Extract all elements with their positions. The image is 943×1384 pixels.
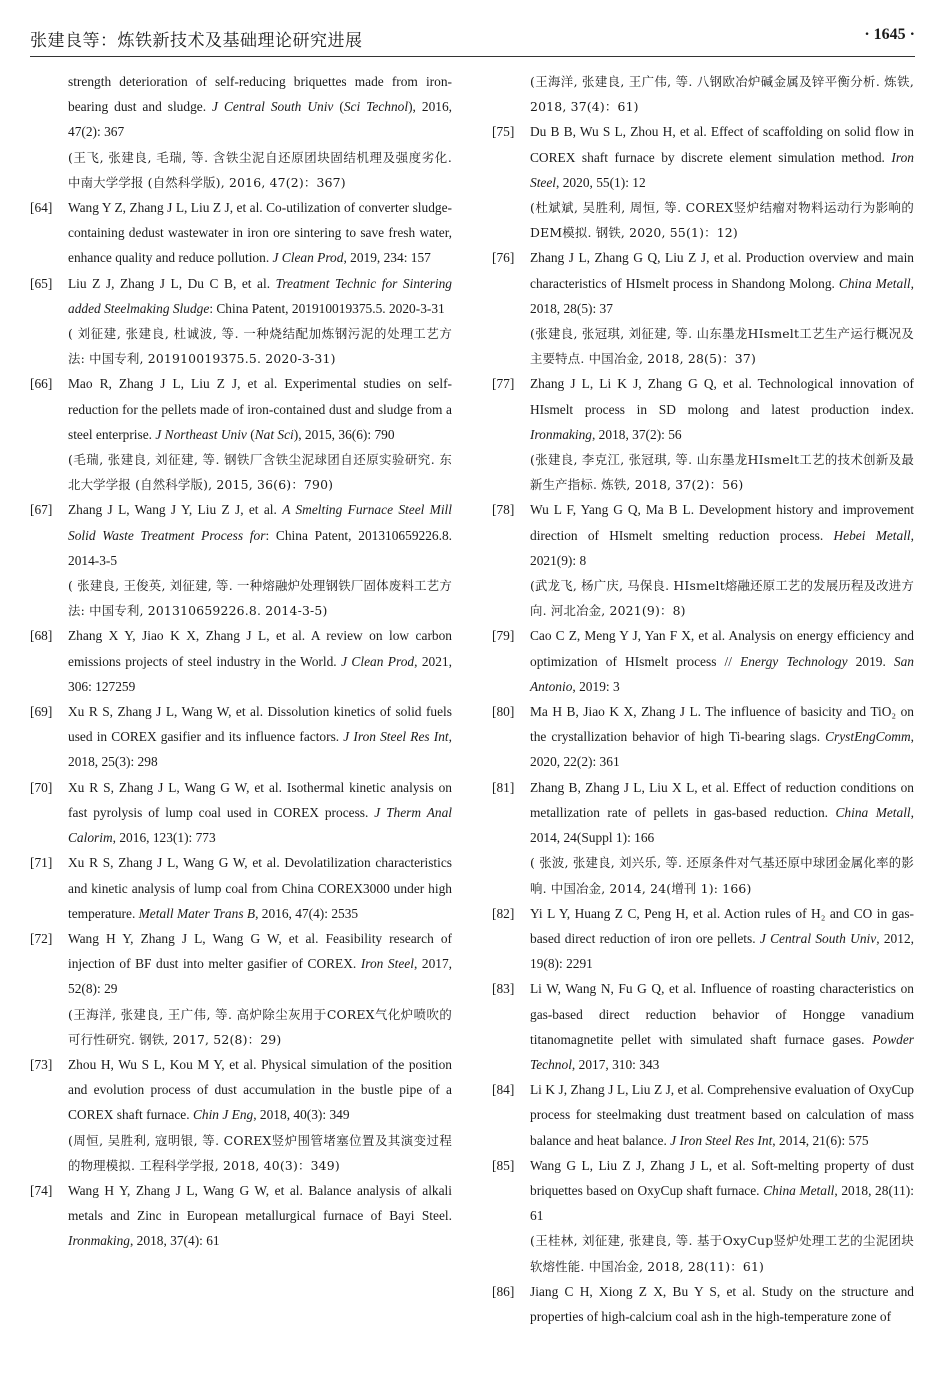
citation-segment: Zhang J L, Wang J Y, Liu Z J, et al. [68,502,283,518]
citation-segment: , 2012, 19(8): 2291 [530,930,914,972]
reference-entry [492,119,914,245]
reference-entry [30,69,452,195]
page-number: · 1645 · [864,26,915,43]
citation-segment: Wang G L, Liu Z J, Zhang J L, et al. Soft-melting property of dust briquettes based on OxyCup shaft furnace. [530,1157,914,1198]
reference-number: [72] [30,930,53,946]
reference-citation-en [530,1077,914,1153]
reference-citation-zh: (张建良, 张冠琪, 刘征建, 等. 山东墨龙HIsmelt工艺生产运行概况及主要特点. 中国冶金, 2018, 28(5)：37) [530,326,914,367]
citation-segment: ( [246,426,255,442]
citation-segment: Wang Y Z, Zhang J L, Liu Z J, et al. Co-utilization of converter sludge-containing dedust wastewater in iron ore sintering to save fresh water, enhance quality and reduce pollution. [68,200,452,266]
citation-italic-segment: Ironmaking [68,1233,130,1249]
reference-citation-en [530,497,914,573]
citation-italic-segment: Sci Technol [343,99,409,115]
reference-entry [492,901,914,977]
reference-citation-zh: ( 刘征建, 张建良, 杜诚波, 等. 一种烧结配加炼钢污泥的处理工艺方法: 中国专利, 201910019375.5. 2020-3-31) [68,326,452,367]
citation-segment: , 2020, 22(2): 361 [530,729,914,770]
reference-citation-en [530,1279,914,1329]
reference-citation-zh: (王飞, 张建良, 毛瑞, 等. 含铁尘泥自还原团块固结机理及强度劣化. 中南大学学报 (自然科学版), 2016, 47(2)：367) [68,149,452,190]
reference-entry [492,623,914,699]
reference-citation-zh: (武龙飞, 杨广庆, 马保良. HIsmelt熔融还原工艺的发展历程及改进方向. 河北冶金, 2021(9)：8) [530,578,914,619]
reference-citation-en [68,850,452,926]
citation-italic-segment: China Metall [763,1182,835,1198]
reference-citation-zh: ( 张建良, 王俊英, 刘征建, 等. 一种熔融炉处理钢铁厂固体废料工艺方法: 中国专利, 201310659226.8. 2014-3-5) [68,578,452,619]
reference-citation-en [530,119,914,195]
citation-italic-segment: Treatment Technic for Sintering added Steelmaking Sludge [68,275,452,316]
reference-citation-en [68,371,452,447]
reference-entry [492,699,914,775]
reference-number: [65] [30,275,53,291]
citation-italic-segment: J Northeast Univ [155,426,247,442]
reference-entry [30,623,452,699]
citation-italic-segment: China Metall [838,275,911,291]
reference-number: [70] [30,779,53,795]
header-divider [30,56,915,57]
citation-segment: , 2018, 37(4): 61 [129,1233,220,1249]
citation-italic-segment: Iron Steel [360,956,414,972]
reference-citation-zh: (王海洋, 张建良, 王广伟, 等. 高炉除尘灰用于COREX气化炉喷吹的可行性研究. 钢铁, 2017, 52(8)：29) [68,1006,452,1047]
citation-italic-segment: Nat Sci [254,426,294,442]
running-title: 张建良等：炼铁新技术及基础理论研究进展 [30,31,363,51]
reference-entry [30,775,452,851]
citation-segment: Cao C Z, Meng Y J, Yan F X, et al. Analysis on energy efficiency and optimization of HIsmelt process // [530,628,914,669]
reference-number: [84] [492,1082,515,1098]
citation-segment: Wu L F, Yang G Q, Ma B L. Development history and improvement direction of HIsmelt smelting reduction process. [530,502,914,543]
citation-segment: Zhang X Y, Jiao K X, Zhang J L, et al. A review on low carbon emissions projects of steel industry in the World. [68,628,452,669]
reference-entry [30,850,452,926]
citation-segment: Zhang J L, Zhang G Q, Liu Z J, et al. Production overview and main characteristics of HIsmelt process in Shandong Molong. [530,250,914,291]
citation-italic-segment: Chin J Eng [192,1107,254,1123]
citation-segment: , 2018, 25(3): 298 [68,729,452,770]
reference-citation-zh: (张建良, 李克江, 张冠琪, 等. 山东墨龙HIsmelt工艺的技术创新及最新生产指标. 炼铁, 2018, 37(2)：56) [530,452,914,493]
citation-italic-segment: A Smelting Furnace Steel Mill Solid Waste Treatment Process for [68,502,453,543]
citation-segment: , 2016, 47(4): 2535 [255,905,359,921]
reference-number: [75] [492,124,515,140]
reference-citation-en [530,245,914,321]
citation-segment: , 2017, 310: 343 [571,1056,660,1072]
reference-number: [73] [30,1056,53,1072]
reference-entry [492,69,914,119]
reference-number: [78] [492,502,515,518]
citation-italic-segment: Metall Mater Trans B [138,905,256,921]
citation-segment: strength deterioration of self-reducing briquettes made from iron-bearing dust and sludge. [68,74,452,115]
reference-entry [30,371,452,497]
citation-segment: ), 2016, 47(2): 367 [68,99,453,140]
page-header [30,20,915,56]
reference-citation-zh: (王海洋, 张建良, 王广伟, 等. 八钢欧冶炉碱金属及锌平衡分析. 炼铁, 2018, 37(4)：61) [530,74,914,115]
reference-number: [71] [30,855,53,871]
reference-entry [492,976,914,1077]
reference-number: [69] [30,704,53,720]
reference-citation-en [68,699,452,775]
citation-segment: Xu R S, Zhang J L, Wang G W, et al. Devolatilization characteristics and kinetic analysis of lump coal from China COREX3000 under high temperature. [68,855,452,921]
reference-number: [68] [30,628,53,644]
reference-number: [67] [30,502,53,518]
reference-citation-en [530,1153,914,1229]
citation-italic-segment: J Clean Prod [341,653,415,669]
reference-number: [64] [30,200,53,216]
reference-entry [492,245,914,371]
citation-italic-segment: Powder Technol [530,1031,914,1072]
reference-entry [492,1077,914,1153]
citation-segment: , 2019: 3 [572,678,620,694]
reference-citation-en [530,371,914,447]
reference-number: [66] [30,376,53,392]
reference-number: [74] [30,1182,53,1198]
reference-number: [77] [492,376,515,392]
citation-segment: , 2020, 55(1): 12 [556,174,646,190]
reference-entry [492,371,914,497]
reference-entry [492,497,914,623]
reference-citation-en [68,497,452,573]
reference-entry [492,775,914,901]
reference-entry [30,497,452,623]
citation-italic-segment: Ironmaking [530,426,592,442]
reference-citation-en [530,976,914,1077]
reference-citation-en [68,1052,452,1128]
citation-segment: , 2018, 40(3): 349 [253,1107,350,1123]
citation-segment: 2019. [847,653,894,669]
reference-number: [85] [492,1157,515,1173]
citation-segment: Li K J, Zhang J L, Liu Z J, et al. Comprehensive evaluation of OxyCup process for steelmaking dust treatment based on calculation of mass balance and heat balance. [530,1082,914,1148]
reference-citation-zh: (周恒, 吴胜利, 寇明银, 等. COREX竖炉围管堵塞位置及其演变过程的物理模拟. 工程科学学报, 2018, 40(3)：349) [68,1132,452,1173]
reference-entry [492,1153,914,1279]
reference-entry [30,699,452,775]
reference-entry [30,1052,452,1178]
citation-segment: Wang H Y, Zhang J L, Wang G W, et al. Feasibility research of injection of BF dust into melter gasifier of COREX. [68,930,452,972]
citation-segment: ( [333,99,344,115]
citation-segment: ), 2015, 36(6): 790 [293,426,395,442]
citation-segment: , 2021(9): 8 [530,527,915,568]
citation-italic-segment: China Metall [835,804,911,820]
reference-entry [30,1178,452,1254]
reference-citation-en [68,271,452,321]
citation-segment: Xu R S, Zhang J L, Wang W, et al. Dissolution kinetics of solid fuels used in COREX gasifier and its influence factors. [68,704,452,745]
citation-italic-segment: San Antonio [530,653,914,694]
reference-citation-zh: (杜斌斌, 吴胜利, 周恒, 等. COREX竖炉结瘤对物料运动行为影响的DEM模拟. 钢铁, 2020, 55(1)：12) [530,200,914,241]
reference-number: [81] [492,779,515,795]
citation-segment: , 2017, 52(8): 29 [68,956,453,997]
citation-segment: , 2021, 306: 127259 [68,653,452,694]
reference-citation-zh: (毛瑞, 张建良, 刘征建, 等. 钢铁厂含铁尘泥球团自还原实验研究. 东北大学学报 (自然科学版), 2015, 36(6)：790) [68,452,452,493]
reference-citation-en [68,775,452,851]
reference-citation-en [530,623,914,699]
citation-segment: Wang H Y, Zhang J L, Wang G W, et al. Balance analysis of alkali metals and Zinc in European metallurgical furnace of Bayi Steel. [68,1182,452,1224]
citation-segment: , 2018, 37(2): 56 [591,426,682,442]
citation-segment: Mao R, Zhang J L, Liu Z J, et al. Experimental studies on self-reduction for the pellets made of iron-contained dust and sludge from a steel enterprise. [68,376,452,442]
reference-citation-en [530,901,914,977]
citation-segment: , 2016, 123(1): 773 [112,830,216,846]
citation-segment: Xu R S, Zhang J L, Wang G W, et al. Isothermal kinetic analysis on fast pyrolysis of lump coal used in COREX process. [68,779,452,820]
citation-segment: Zhang B, Zhang J L, Liu X L, et al. Effect of reduction conditions on metallization rate of pellets in gas-based reduction. [530,779,914,820]
reference-citation-en [68,69,452,145]
citation-segment: Li W, Wang N, Fu G Q, et al. Influence of roasting characteristics on gas-based direct reduction behavior of Hongge vanadium titanomagnetite pellet with simulated shaft furnace gases. [530,981,914,1047]
citation-italic-segment: Iron Steel [530,149,914,190]
citation-segment: Jiang C H, Xiong Z X, Bu Y S, et al. Study on the structure and properties of high-calcium coal ash in the high-temperature zone of [530,1283,914,1324]
citation-segment: , 2014, 21(6): 575 [772,1132,869,1148]
citation-italic-segment: Energy Technology [740,653,848,669]
citation-italic-segment: J Therm Anal Calorim [68,804,452,846]
reference-entry [30,195,452,271]
reference-citation-zh: (王桂林, 刘征建, 张建良, 等. 基于OxyCup竖炉处理工艺的尘泥团块软熔性能. 中国冶金, 2018, 28(11)：61) [530,1233,914,1274]
citation-segment: Ma H B, Jiao K X, Zhang J L. The influence of basicity and TiO₂ on the crystallization behavior of high Ti-bearing slags. [530,704,914,745]
citation-italic-segment: J Central South Univ [212,99,334,115]
reference-number: [86] [492,1283,515,1299]
citation-italic-segment: CrystEngComm [825,729,911,745]
citation-segment: : China Patent, 201910019375.5. 2020-3-31 [209,300,445,316]
citation-italic-segment: J Iron Steel Res Int [670,1132,773,1148]
citation-segment: , 2018, 28(5): 37 [530,275,914,316]
citation-segment: , 2018, 28(11): 61 [530,1182,914,1224]
reference-number: [79] [492,628,515,644]
citation-italic-segment: Hebei Metall [833,527,911,543]
reference-citation-en [530,775,914,851]
citation-segment: Du B B, Wu S L, Zhou H, et al. Effect of scaffolding on solid flow in COREX shaft furnace by discrete element simulation method. [530,124,914,165]
reference-number: [82] [492,905,515,921]
reference-column-left [30,69,452,1254]
reference-citation-en [68,195,452,271]
reference-entry [30,271,452,372]
reference-number: [76] [492,250,515,266]
reference-citation-en [68,623,452,699]
reference-column-right [492,69,914,1329]
citation-segment: , 2014, 24(Suppl 1): 166 [530,804,915,846]
reference-entry [492,1279,914,1329]
citation-segment: Zhang J L, Li K J, Zhang G Q, et al. Technological innovation of HIsmelt process in SD molong and latest production index. [530,376,914,417]
citation-segment: , 2019, 234: 157 [343,250,431,266]
citation-segment: : China Patent, 201310659226.8. 2014-3-5 [68,527,452,568]
citation-segment: Liu Z J, Zhang J L, Du C B, et al. [68,275,276,291]
reference-entry [30,926,452,1052]
reference-number: [80] [492,704,515,720]
reference-citation-zh: ( 张波, 张建良, 刘兴乐, 等. 还原条件对气基还原中球团金属化率的影响. 中国冶金, 2014, 24(增刊 1): 166) [530,855,914,896]
citation-segment: Yi L Y, Huang Z C, Peng H, et al. Action rules of H₂ and CO in gas-based direct reduction of iron ore pellets. [530,905,914,946]
citation-italic-segment: J Clean Prod [272,250,344,266]
reference-citation-en [530,699,914,775]
citation-segment: Zhou H, Wu S L, Kou M Y, et al. Physical simulation of the position and evolution process of dust accumulation in the bustle pipe of a COREX shaft furnace. [68,1056,452,1123]
reference-number: [83] [492,981,515,997]
citation-italic-segment: J Iron Steel Res Int [343,729,449,745]
reference-citation-en [68,1178,452,1254]
reference-citation-en [68,926,452,1002]
citation-italic-segment: J Central South Univ [759,930,877,946]
